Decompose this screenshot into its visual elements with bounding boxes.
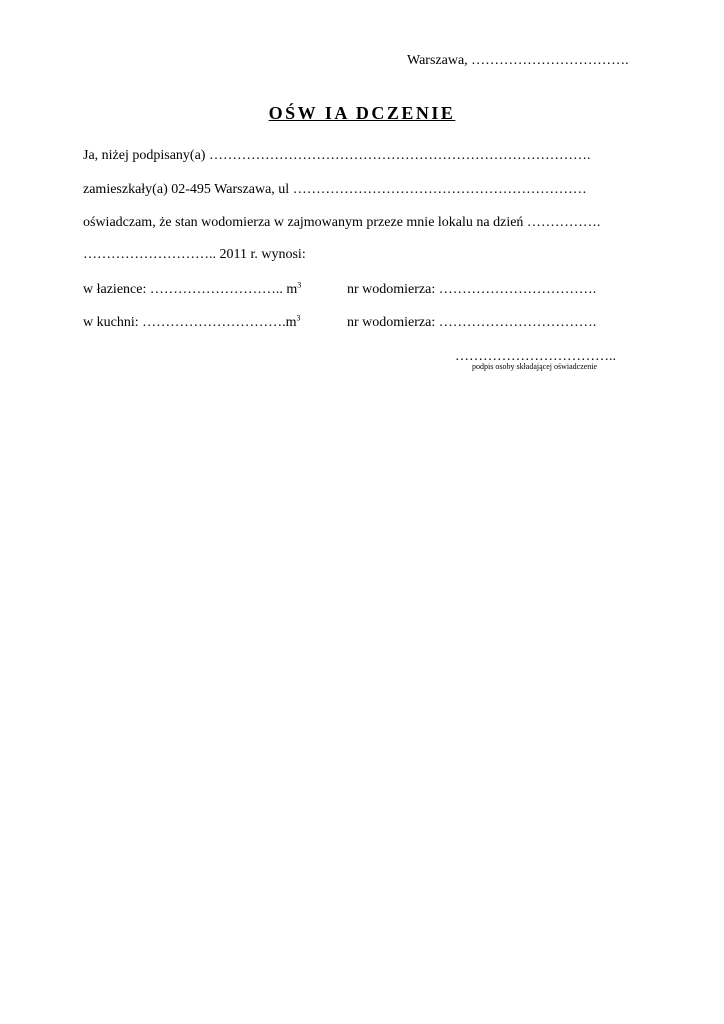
statement-line: oświadczam, że stan wodomierza w zajmowanym przeze mnie lokalu na dzień ……………. bbox=[83, 215, 601, 230]
bathroom-unit-superscript: 3 bbox=[297, 280, 302, 290]
kitchen-meter-number-line: nr wodomierza: ……………………………. bbox=[347, 315, 597, 330]
signature-caption: podpis osoby składającej oświadczenie bbox=[472, 362, 598, 371]
bathroom-meter-number-line: nr wodomierza: ……………………………. bbox=[347, 282, 597, 297]
bathroom-reading-line bbox=[83, 282, 301, 298]
bathroom-reading-label: w łazience: ……………………….. m bbox=[83, 282, 298, 297]
kitchen-reading-label: w kuchni: ………………………….m bbox=[83, 315, 297, 330]
address-line: zamieszkały(a) 02-495 Warszawa, ul ……………………………………………………… bbox=[83, 182, 587, 197]
date-year-line: ……………………….. 2011 r. wynosi: bbox=[83, 247, 306, 262]
document-title: OŚW IA DCZENIE bbox=[268, 103, 456, 123]
place-date-line: Warszawa, ……………………………. bbox=[407, 53, 629, 68]
kitchen-reading-line bbox=[83, 315, 301, 331]
kitchen-unit-superscript: 3 bbox=[296, 313, 301, 323]
signature-dots: …………………………….. bbox=[455, 349, 616, 364]
declarant-name-line: Ja, niżej podpisany(a) ………………………………………………………………………. bbox=[83, 148, 591, 163]
